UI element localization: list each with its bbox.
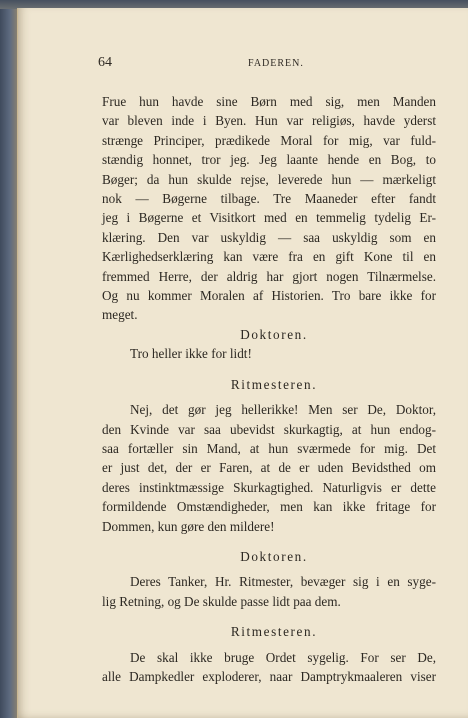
text-line: strænge Principer, prædikede Moral for mig, var fuld- xyxy=(102,132,436,148)
text-line: Og nu kommer Moralen af Historien. Tro bare ikke for xyxy=(102,288,436,304)
page-header xyxy=(98,55,418,73)
text-line: er just det, der er Faren, at de er uden Bevidsthed om xyxy=(102,460,436,476)
speech-doktoren-2 xyxy=(102,572,436,611)
text-line: jeg i Bøgerne et Visitkort med en temmelig tydelig Er- xyxy=(102,210,436,226)
paragraph-frue xyxy=(102,92,436,325)
text-line: formildende Omstændigheder, men kan ikke fritage for xyxy=(102,499,436,515)
text-line: stændig honnet, tror jeg. Jeg laante hende en Bog, to xyxy=(102,152,436,168)
text-line: deres instinktmæssige Skurkagtighed. Naturligvis er dette xyxy=(102,479,436,495)
text-line: Nej, det gør jeg hellerikke! Men ser De, Doktor, xyxy=(130,402,436,418)
speaker-doktoren: Doktoren. xyxy=(240,548,308,564)
page-number: 64 xyxy=(98,55,112,70)
text-line: var bleven inde i Byen. Hun var religiøs, havde yderst xyxy=(102,113,436,129)
speech-ritmesteren-1 xyxy=(102,400,436,536)
text-line: fremmed Herre, der aldrig har gjort nogen Tilnærmelse. xyxy=(102,268,436,284)
text-line: lig Retning, og De skulde passe lidt paa dem. xyxy=(102,593,341,609)
text-line: De skal ikke bruge Ordet sygelig. For ser De, xyxy=(130,649,436,665)
speaker-doktoren: Doktoren. xyxy=(240,326,308,342)
text-line: Bøger; da hun skulde rejse, leverede hun — mærkeligt xyxy=(102,171,436,187)
speech-ritmesteren-2 xyxy=(102,648,436,687)
text-line: meget. xyxy=(102,307,138,323)
text-line: alle Dampkedler exploderer, naar Damptrykmaaleren viser xyxy=(102,668,436,684)
text-line: Kærlighedserklæring kan være fra en gift Kone til en xyxy=(102,249,436,265)
text-line: Tro heller ikke for lidt! xyxy=(130,346,252,362)
text-line: saa fortæller sin Mand, at hun sværmede for mig. Det xyxy=(102,440,436,456)
text-line: den Kvinde var saa ubevidst skurkagtig, at hun endog- xyxy=(102,421,436,437)
page-text xyxy=(102,92,436,686)
text-line: klæring. Den var uskyldig — saa uskyldig som en xyxy=(102,229,436,245)
text-line: nok — Bøgerne tilbage. Tre Maaneder efter fandt xyxy=(102,191,436,207)
text-line: Frue hun havde sine Børn med sig, men Manden xyxy=(102,94,436,109)
text-line: Dommen, kun gøre den mildere! xyxy=(102,518,275,534)
speech-doktoren-1 xyxy=(102,344,436,363)
speaker-ritmesteren: Ritmesteren. xyxy=(230,624,318,640)
speaker-ritmesteren: Ritmesteren. xyxy=(230,376,318,392)
text-line: Deres Tanker, Hr. Ritmester, bevæger sig i en syge- xyxy=(130,574,436,590)
running-title: FADEREN. xyxy=(248,58,304,69)
